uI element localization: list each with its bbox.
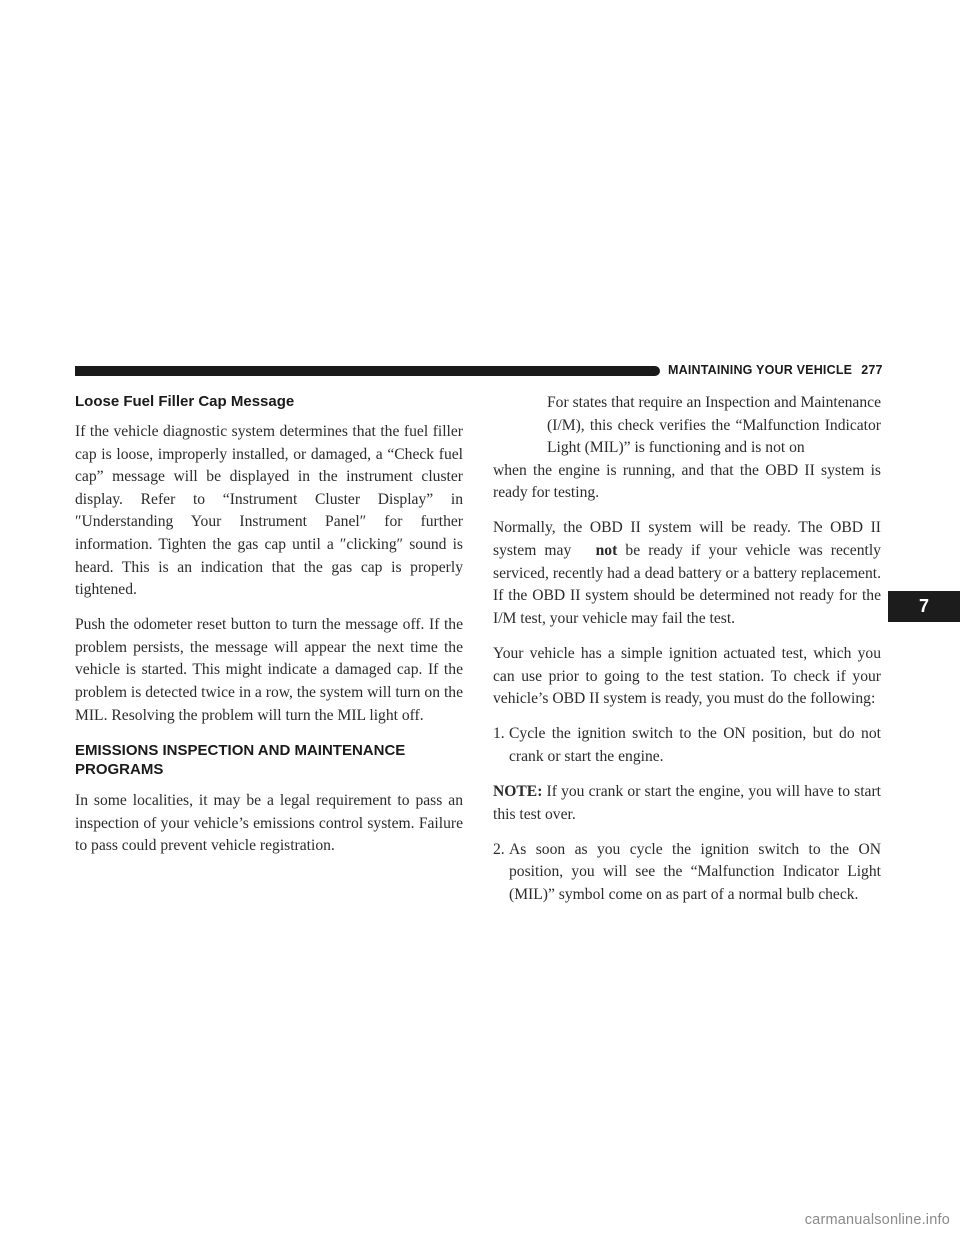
note-label: NOTE: <box>493 782 543 800</box>
step-number: 1. <box>493 725 505 743</box>
paragraph-fuel-cap-message: If the vehicle diagnostic system determines that the fuel filler cap is loose, improperly installed, or damaged, a “Check fuel cap” message will be displayed in the instrument cluster display. Refer to “Instrument Cluster Display” in ″Understanding Your Instrument Panel″ for further information. Tighten the gas cap until a ″clicking″ sound is heard. This is an indication that the gas cap is properly tightened. <box>75 423 463 599</box>
emphasis-not: not <box>595 542 618 560</box>
obd-ready-text-b: be ready if your vehicle was recently serviced, recently had a dead battery or a battery replacement. If the OBD II system should be determined not ready for the I/M test, your vehicle may fail the test. <box>493 542 881 627</box>
note-text: If you crank or start the engine, you will have to start this test over. <box>493 782 881 823</box>
heading-emissions-inspection <box>75 742 463 779</box>
list-item <box>493 839 881 907</box>
watermark <box>0 1212 960 1228</box>
heading-loose-fuel-cap: Loose Fuel Filler Cap Message <box>75 393 295 410</box>
right-column <box>493 392 881 919</box>
left-column <box>75 392 463 871</box>
note-paragraph <box>493 781 881 826</box>
header-rule <box>75 366 660 376</box>
paragraph-simple-test: Your vehicle has a simple ignition actuated test, which you can use prior to going to the test station. To check if your vehicle’s OBD II system is ready, you must do the following: <box>493 644 881 708</box>
paragraph-im-indented: For states that require an Inspection and Maintenance (I/M), this check verifies the “Malfunction Indicator Light (MIL)” is functioning and is not on <box>547 394 881 457</box>
running-head <box>668 363 883 377</box>
list-item <box>493 723 881 768</box>
test-steps-list-continued <box>493 839 881 907</box>
obd-ready-text-a: Normally, the OBD II system will be ready. The OBD II system may <box>493 519 881 560</box>
section-title: MAINTAINING YOUR VEHICLE <box>668 363 853 377</box>
heading-line-2: PROGRAMS <box>75 760 164 778</box>
paragraph-obd-ready <box>493 517 881 630</box>
watermark-text: carmanualsonline.info <box>804 1212 950 1228</box>
step-text: Cycle the ignition switch to the ON position, but do not crank or start the engine. <box>509 725 881 765</box>
paragraph-im-continued: when the engine is running, and that the OBD II system is ready for testing. <box>493 461 881 502</box>
step-number: 2. <box>493 840 505 858</box>
chapter-tab: 7 <box>888 591 960 622</box>
paragraph-legal-requirement: In some localities, it may be a legal requirement to pass an inspection of your vehicle’s emissions control system. Failure to pass could prevent vehicle registration. <box>75 792 463 855</box>
heading-line-1: EMISSIONS INSPECTION AND MAINTENANCE <box>75 742 406 760</box>
step-text: As soon as you cycle the ignition switch to the ON position, you will see the “Malfunction Indicator Light (MIL)” symbol come on as part of a normal bulb check. <box>509 840 881 903</box>
page-number: 277 <box>861 363 883 377</box>
test-steps-list <box>493 723 881 768</box>
paragraph-odometer-reset: Push the odometer reset button to turn the message off. If the problem persists, the message will appear the next time the vehicle is started. This might indicate a damaged cap. If the problem is detected twice in a row, the system will turn on the MIL. Resolving the problem will turn the MIL light off. <box>75 616 463 724</box>
